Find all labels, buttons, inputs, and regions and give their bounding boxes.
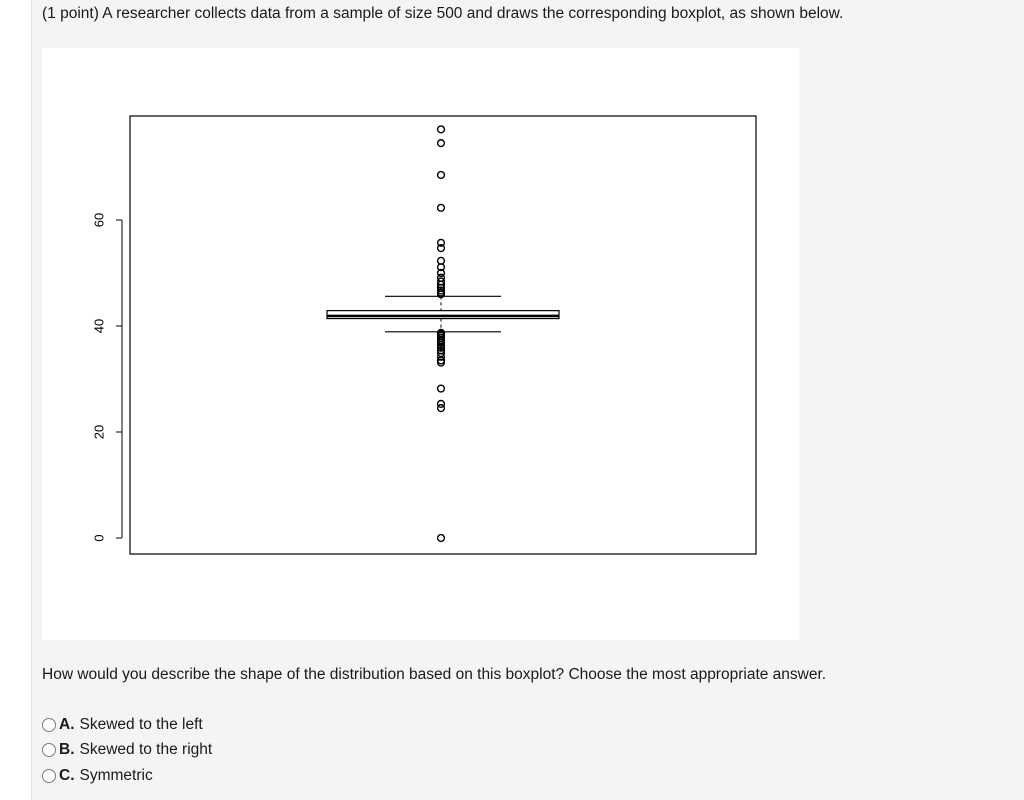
outlier-point [438,385,445,392]
box-iqr [327,311,559,319]
outlier-point [438,172,445,179]
option-a-radio[interactable] [42,718,56,732]
question-intro: (1 point) A researcher collects data from a sample of size 500 and draws the corresponding boxplot, as shown below. [42,5,844,22]
y-tick-label: 0 [91,534,107,542]
option-c[interactable] [42,763,212,789]
option-a[interactable] [42,712,212,738]
y-tick-label: 20 [91,424,107,440]
outlier-point [438,535,445,542]
y-tick-label: 40 [91,318,107,334]
option-b-text: Skewed to the right [79,741,213,759]
boxplot-figure [42,48,799,640]
y-tick-label: 60 [91,212,107,228]
boxplot-chart [42,48,799,640]
y-axis [91,213,122,542]
option-b-letter: B. [59,741,75,759]
outlier-point [438,204,445,211]
outlier-point [438,140,445,147]
question-prompt: How would you describe the shape of the distribution based on this boxplot? Choose the most appropriate answer. [42,666,827,683]
boxplot [327,126,559,541]
outlier-point [438,401,445,408]
option-c-letter: C. [59,766,75,784]
option-b[interactable] [42,738,212,764]
option-c-text: Symmetric [79,766,153,784]
option-a-letter: A. [59,715,75,733]
outlier-point [438,126,445,133]
option-c-radio[interactable] [42,769,56,783]
option-a-text: Skewed to the left [79,715,203,733]
option-b-radio[interactable] [42,743,56,757]
answer-options [42,712,212,789]
